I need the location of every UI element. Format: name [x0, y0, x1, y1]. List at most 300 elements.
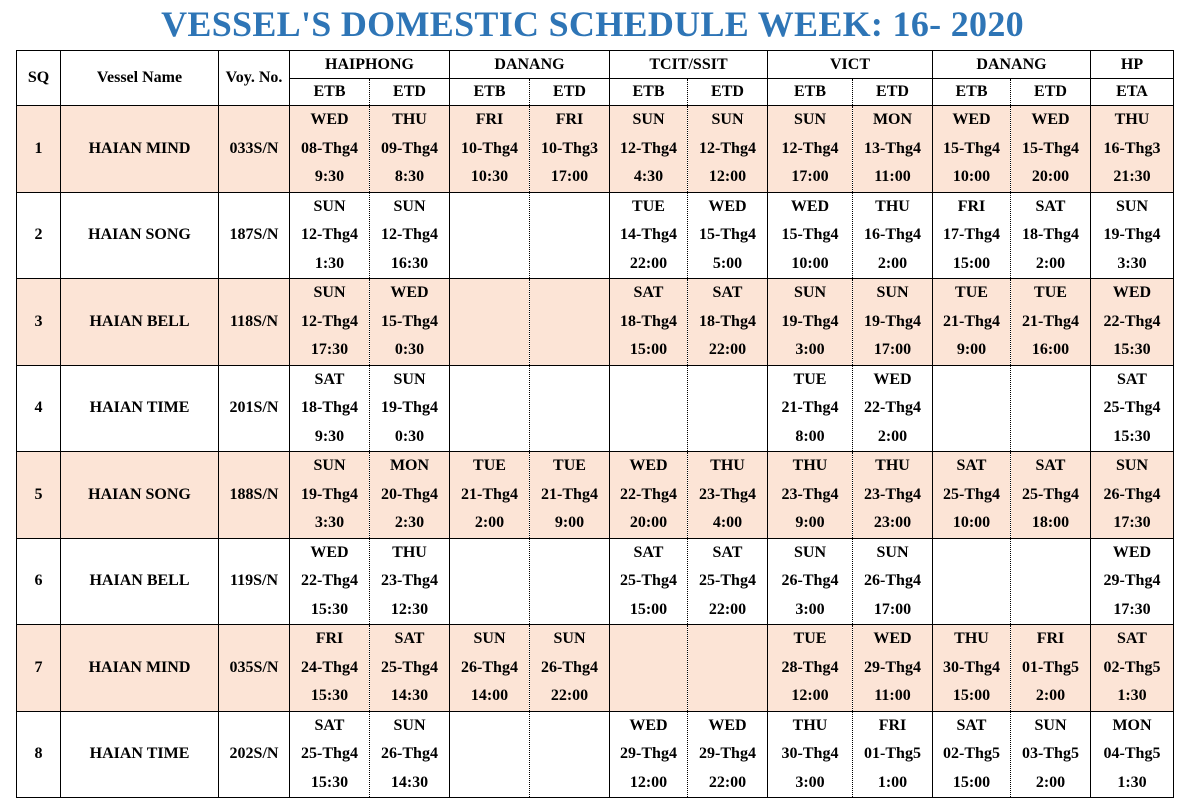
- schedule-day: SUN: [1034, 716, 1067, 734]
- schedule-time: [1011, 596, 1090, 625]
- row-voyage-number: 119S/N: [219, 538, 290, 625]
- schedule-day: [1011, 366, 1090, 395]
- schedule-day: THU: [392, 543, 427, 561]
- schedule-cell: [688, 625, 768, 712]
- schedule-date: 25-Thg4: [943, 485, 1000, 503]
- row-voyage-number: 188S/N: [219, 452, 290, 539]
- schedule-cell: [530, 192, 610, 279]
- schedule-cell: [768, 106, 853, 193]
- schedule-time: 18:00: [1031, 514, 1070, 531]
- schedule-cell: [688, 192, 768, 279]
- schedule-date: 29-Thg4: [699, 745, 756, 762]
- schedule-time: 9:00: [554, 514, 585, 531]
- schedule-time: 17:00: [791, 168, 829, 185]
- row-voyage-number: 118S/N: [219, 279, 290, 366]
- schedule-cell: [370, 711, 450, 798]
- schedule-day: SAT: [1117, 370, 1147, 388]
- table-row: [17, 625, 1174, 712]
- row-vessel-name: HAIAN SONG: [61, 452, 219, 539]
- schedule-cell: [450, 625, 530, 712]
- schedule-cell: [853, 625, 933, 712]
- schedule-date: 02-Thg5: [943, 745, 1000, 762]
- header-etd: ETD: [1011, 79, 1091, 106]
- schedule-date: [933, 567, 1010, 596]
- schedule-time: 15:30: [310, 773, 349, 791]
- schedule-time: 14:30: [390, 687, 429, 704]
- schedule-cell: [450, 365, 530, 452]
- schedule-day: FRI: [315, 630, 344, 647]
- schedule-date: 09-Thg4: [381, 139, 438, 157]
- schedule-cell: [290, 538, 370, 625]
- schedule-date: 25-Thg4: [1022, 485, 1079, 503]
- schedule-time: 2:00: [1035, 254, 1066, 272]
- row-vessel-name: HAIAN MIND: [61, 625, 219, 712]
- schedule-time: 5:00: [712, 254, 743, 272]
- schedule-date: 04-Thg5: [1103, 745, 1161, 762]
- schedule-date: 26-Thg4: [781, 572, 839, 589]
- schedule-cell: [1011, 279, 1091, 366]
- schedule-date: 12-Thg4: [381, 226, 438, 243]
- row-vessel-name: HAIAN BELL: [61, 538, 219, 625]
- table-body: [17, 106, 1174, 798]
- header-port-tcit-ssit: TCIT/SSIT: [610, 51, 768, 79]
- schedule-day: [450, 539, 529, 568]
- schedule-time: 12:00: [629, 773, 668, 791]
- schedule-cell: [450, 279, 530, 366]
- schedule-time: 16:00: [1031, 341, 1070, 358]
- schedule-date: 12-Thg4: [781, 139, 839, 157]
- schedule-day: SAT: [1117, 630, 1147, 647]
- schedule-cell: [1091, 625, 1174, 712]
- schedule-date: 19-Thg4: [781, 312, 839, 330]
- schedule-cell: [768, 538, 853, 625]
- schedule-time: 21:30: [1113, 168, 1151, 185]
- schedule-day: WED: [708, 716, 747, 734]
- schedule-time: 15:30: [310, 687, 349, 704]
- schedule-date: 20-Thg4: [381, 485, 438, 503]
- schedule-date: 22-Thg4: [1103, 312, 1161, 330]
- header-etd: ETD: [853, 79, 933, 106]
- schedule-day: THU: [875, 457, 910, 474]
- schedule-cell: [610, 625, 688, 712]
- schedule-date: 10-Thg3: [541, 139, 598, 157]
- schedule-day: [530, 193, 609, 222]
- schedule-cell: [450, 106, 530, 193]
- schedule-time: 20:00: [629, 514, 668, 531]
- row-sq: 7: [17, 625, 61, 712]
- schedule-date: 12-Thg4: [699, 139, 756, 157]
- schedule-cell: [370, 192, 450, 279]
- schedule-day: WED: [873, 370, 912, 388]
- schedule-date: 19-Thg4: [381, 399, 438, 416]
- schedule-day: THU: [1114, 111, 1150, 128]
- schedule-cell: [933, 538, 1011, 625]
- schedule-cell: [1011, 192, 1091, 279]
- schedule-time: 15:00: [629, 600, 668, 618]
- schedule-day: WED: [629, 716, 668, 734]
- schedule-cell: [1091, 365, 1174, 452]
- schedule-time: 9:30: [314, 427, 345, 445]
- schedule-day: SAT: [314, 370, 345, 388]
- schedule-date: [610, 394, 687, 423]
- schedule-date: 21-Thg4: [541, 485, 598, 503]
- schedule-cell: [933, 365, 1011, 452]
- schedule-date: 30-Thg4: [781, 745, 839, 762]
- schedule-date: 29-Thg4: [620, 745, 677, 762]
- schedule-day: SUN: [793, 543, 826, 561]
- schedule-day: [450, 279, 529, 308]
- schedule-date: 26-Thg4: [461, 658, 518, 676]
- schedule-cell: [290, 625, 370, 712]
- row-sq: 2: [17, 192, 61, 279]
- schedule-time: [933, 596, 1010, 625]
- header-sq: SQ: [17, 51, 61, 106]
- schedule-cell: [1091, 106, 1174, 193]
- schedule-date: [450, 394, 529, 423]
- row-voyage-number: 035S/N: [219, 625, 290, 712]
- schedule-day: WED: [629, 457, 668, 474]
- schedule-day: SAT: [633, 543, 664, 561]
- schedule-day: SUN: [793, 284, 826, 301]
- schedule-cell: [688, 538, 768, 625]
- schedule-date: 25-Thg4: [381, 658, 438, 676]
- schedule-date: 25-Thg4: [1103, 399, 1161, 416]
- schedule-date: 01-Thg5: [864, 745, 921, 762]
- schedule-time: 2:00: [1035, 773, 1066, 791]
- schedule-date: 18-Thg4: [1022, 226, 1079, 243]
- header-eta: ETA: [1091, 79, 1174, 106]
- schedule-date: 14-Thg4: [620, 226, 677, 243]
- schedule-cell: [370, 279, 450, 366]
- schedule-date: [1011, 567, 1090, 596]
- header-port-danang: DANANG: [450, 51, 610, 79]
- schedule-time: [530, 596, 609, 625]
- schedule-date: [610, 654, 687, 683]
- schedule-time: 4:00: [712, 514, 743, 531]
- header-etd: ETD: [530, 79, 610, 106]
- schedule-cell: [290, 711, 370, 798]
- schedule-date: 16-Thg4: [864, 226, 921, 243]
- row-vessel-name: HAIAN SONG: [61, 192, 219, 279]
- schedule-day: WED: [790, 197, 830, 215]
- schedule-cell: [768, 279, 853, 366]
- schedule-time: 10:30: [470, 168, 509, 185]
- schedule-time: 10:00: [952, 168, 991, 185]
- schedule-cell: [688, 711, 768, 798]
- schedule-day: FRI: [475, 111, 504, 128]
- schedule-cell: [933, 106, 1011, 193]
- schedule-time: 15:30: [310, 600, 349, 618]
- schedule-time: 3:30: [1117, 254, 1147, 272]
- schedule-cell: [1091, 279, 1174, 366]
- schedule-time: 1:30: [1117, 773, 1147, 791]
- row-voyage-number: 187S/N: [219, 192, 290, 279]
- schedule-day: SUN: [1115, 457, 1148, 474]
- schedule-time: 16:30: [390, 254, 429, 272]
- schedule-cell: [933, 192, 1011, 279]
- schedule-time: [610, 682, 687, 711]
- schedule-date: 12-Thg4: [620, 139, 677, 157]
- schedule-time: [610, 423, 687, 452]
- schedule-date: 16-Thg3: [1103, 139, 1161, 157]
- schedule-cell: [370, 452, 450, 539]
- schedule-day: WED: [1112, 543, 1152, 561]
- schedule-time: 22:00: [708, 600, 747, 618]
- schedule-time: [450, 336, 529, 365]
- schedule-date: 18-Thg4: [699, 312, 756, 330]
- schedule-time: 23:00: [873, 514, 912, 531]
- schedule-date: 18-Thg4: [620, 312, 677, 330]
- table-row: [17, 106, 1174, 193]
- schedule-cell: [450, 192, 530, 279]
- schedule-date: 21-Thg4: [781, 399, 839, 416]
- schedule-time: 9:00: [956, 341, 987, 358]
- schedule-cell: [290, 365, 370, 452]
- schedule-cell: [853, 106, 933, 193]
- header-etb: ETB: [290, 79, 370, 106]
- schedule-cell: [933, 711, 1011, 798]
- schedule-cell: [1091, 192, 1174, 279]
- schedule-cell: [768, 625, 853, 712]
- schedule-day: [1011, 539, 1090, 568]
- schedule-time: 17:00: [550, 168, 589, 185]
- schedule-time: 9:30: [314, 168, 345, 185]
- schedule-day: SUN: [313, 457, 346, 474]
- schedule-cell: [370, 365, 450, 452]
- schedule-cell: [530, 106, 610, 193]
- schedule-cell: [450, 711, 530, 798]
- schedule-time: 11:00: [874, 687, 911, 704]
- schedule-time: 10:00: [952, 514, 991, 531]
- header-port-danang-return: DANANG: [933, 51, 1091, 79]
- schedule-cell: [610, 192, 688, 279]
- schedule-time: 4:30: [633, 168, 664, 185]
- row-vessel-name: HAIAN MIND: [61, 106, 219, 193]
- schedule-day: [530, 366, 609, 395]
- schedule-day: [530, 279, 609, 308]
- schedule-date: 25-Thg4: [699, 572, 756, 589]
- row-vessel-name: HAIAN TIME: [61, 711, 219, 798]
- schedule-day: WED: [390, 284, 429, 301]
- schedule-cell: [1011, 625, 1091, 712]
- schedule-day: [933, 366, 1010, 395]
- schedule-time: 8:00: [795, 427, 825, 445]
- schedule-cell: [290, 279, 370, 366]
- table-row: [17, 711, 1174, 798]
- schedule-date: 25-Thg4: [620, 572, 677, 589]
- schedule-date: 19-Thg4: [1103, 226, 1161, 243]
- schedule-time: 15:00: [952, 687, 991, 704]
- schedule-time: 1:00: [877, 773, 908, 791]
- schedule-day: [450, 193, 529, 222]
- schedule-day: MON: [1112, 716, 1152, 734]
- schedule-date: 22-Thg4: [620, 485, 677, 503]
- header-vessel-name: Vessel Name: [61, 51, 219, 106]
- schedule-cell: [1091, 452, 1174, 539]
- schedule-day: WED: [873, 630, 912, 647]
- schedule-cell: [768, 192, 853, 279]
- schedule-time: 22:00: [708, 341, 747, 358]
- schedule-date: 15-Thg4: [1022, 139, 1079, 157]
- schedule-date: [450, 308, 529, 337]
- schedule-time: [450, 596, 529, 625]
- schedule-day: SAT: [1035, 197, 1066, 215]
- schedule-date: 18-Thg4: [301, 399, 358, 416]
- schedule-date: 25-Thg4: [301, 745, 358, 762]
- schedule-day: WED: [708, 197, 747, 215]
- schedule-day: SUN: [793, 111, 826, 128]
- schedule-date: 23-Thg4: [864, 485, 921, 503]
- header-port-hp: HP: [1091, 51, 1174, 79]
- schedule-cell: [290, 106, 370, 193]
- schedule-day: THU: [392, 111, 427, 128]
- header-etb: ETB: [610, 79, 688, 106]
- schedule-date: 23-Thg4: [781, 485, 839, 503]
- schedule-date: 03-Thg5: [1022, 745, 1079, 762]
- schedule-time: 15:00: [629, 341, 668, 358]
- schedule-cell: [290, 192, 370, 279]
- schedule-date: 23-Thg4: [381, 572, 438, 589]
- header-etd: ETD: [688, 79, 768, 106]
- schedule-day: MON: [389, 457, 430, 474]
- schedule-cell: [1011, 538, 1091, 625]
- schedule-time: [450, 250, 529, 279]
- schedule-cell: [530, 538, 610, 625]
- schedule-cell: [450, 452, 530, 539]
- schedule-cell: [610, 452, 688, 539]
- schedule-time: 15:30: [1113, 341, 1151, 358]
- schedule-day: [450, 366, 529, 395]
- schedule-time: 22:00: [550, 687, 589, 704]
- schedule-time: 10:00: [791, 254, 829, 272]
- schedule-day: SUN: [473, 630, 506, 647]
- schedule-date: [1011, 394, 1090, 423]
- schedule-cell: [370, 625, 450, 712]
- schedule-date: 24-Thg4: [301, 658, 358, 676]
- schedule-day: [933, 539, 1010, 568]
- schedule-day: THU: [792, 457, 828, 474]
- schedule-date: 21-Thg4: [461, 485, 518, 503]
- schedule-time: 17:00: [873, 600, 912, 618]
- schedule-day: WED: [1112, 284, 1152, 301]
- schedule-time: 1:30: [1117, 687, 1147, 704]
- schedule-day: WED: [310, 111, 349, 128]
- schedule-cell: [688, 279, 768, 366]
- schedule-time: [933, 423, 1010, 452]
- schedule-day: SAT: [314, 716, 345, 734]
- schedule-time: 20:00: [1031, 168, 1070, 185]
- schedule-time: 2:00: [474, 514, 505, 531]
- schedule-time: 15:00: [952, 773, 991, 791]
- schedule-time: 3:30: [314, 514, 345, 531]
- schedule-cell: [853, 365, 933, 452]
- schedule-time: [450, 769, 529, 798]
- schedule-cell: [688, 452, 768, 539]
- schedule-cell: [610, 538, 688, 625]
- schedule-day: TUE: [632, 197, 665, 215]
- schedule-day: THU: [875, 197, 910, 215]
- table-row: [17, 279, 1174, 366]
- schedule-day: SUN: [711, 111, 744, 128]
- schedule-date: [530, 394, 609, 423]
- schedule-date: 19-Thg4: [864, 312, 921, 330]
- schedule-day: SAT: [712, 543, 743, 561]
- schedule-cell: [1011, 711, 1091, 798]
- schedule-time: [1011, 423, 1090, 452]
- schedule-day: SUN: [313, 197, 346, 215]
- schedule-day: SAT: [956, 457, 987, 474]
- schedule-day: SUN: [632, 111, 665, 128]
- table-row: [17, 192, 1174, 279]
- schedule-date: 15-Thg4: [781, 226, 839, 243]
- schedule-date: 12-Thg4: [301, 312, 358, 330]
- schedule-date: [450, 567, 529, 596]
- schedule-cell: [610, 279, 688, 366]
- schedule-date: 02-Thg5: [1103, 658, 1161, 676]
- schedule-time: 8:30: [394, 168, 425, 185]
- schedule-day: SAT: [394, 630, 425, 647]
- schedule-day: SUN: [313, 284, 346, 301]
- row-voyage-number: 201S/N: [219, 365, 290, 452]
- schedule-day: SAT: [633, 284, 664, 301]
- schedule-date: [530, 740, 609, 769]
- row-vessel-name: HAIAN BELL: [61, 279, 219, 366]
- schedule-time: 14:30: [390, 773, 429, 791]
- schedule-date: 13-Thg4: [864, 139, 921, 157]
- table-row: [17, 452, 1174, 539]
- schedule-day: [688, 625, 767, 654]
- schedule-date: 28-Thg4: [781, 658, 839, 676]
- schedule-date: 08-Thg4: [301, 139, 358, 157]
- schedule-time: 22:00: [708, 773, 747, 791]
- header-etb: ETB: [450, 79, 530, 106]
- row-sq: 1: [17, 106, 61, 193]
- schedule-time: 0:30: [394, 341, 425, 358]
- schedule-time: 17:30: [310, 341, 349, 358]
- schedule-day: WED: [952, 111, 991, 128]
- schedule-day: TUE: [553, 457, 586, 474]
- schedule-date: 19-Thg4: [301, 485, 358, 503]
- schedule-day: TUE: [793, 630, 827, 647]
- schedule-day: FRI: [957, 197, 986, 215]
- schedule-date: 01-Thg5: [1022, 658, 1079, 676]
- schedule-time: 2:00: [877, 427, 908, 445]
- row-voyage-number: 033S/N: [219, 106, 290, 193]
- schedule-time: [530, 336, 609, 365]
- schedule-day: [610, 366, 687, 395]
- schedule-date: 10-Thg4: [461, 139, 518, 157]
- schedule-day: TUE: [473, 457, 506, 474]
- header-port-vict: VICT: [768, 51, 933, 79]
- schedule-date: 29-Thg4: [864, 658, 921, 676]
- schedule-date: 21-Thg4: [943, 312, 1000, 330]
- schedule-cell: [933, 625, 1011, 712]
- schedule-date: 23-Thg4: [699, 485, 756, 503]
- schedule-day: THU: [954, 630, 989, 647]
- schedule-cell: [370, 106, 450, 193]
- schedule-time: 14:00: [470, 687, 509, 704]
- schedule-cell: [290, 452, 370, 539]
- schedule-cell: [853, 192, 933, 279]
- schedule-time: 3:00: [795, 600, 825, 618]
- schedule-time: 17:30: [1113, 600, 1151, 618]
- schedule-date: [530, 308, 609, 337]
- schedule-cell: [1091, 711, 1174, 798]
- row-sq: 4: [17, 365, 61, 452]
- schedule-day: WED: [1031, 111, 1070, 128]
- schedule-day: SUN: [553, 630, 586, 647]
- schedule-day: SUN: [876, 284, 909, 301]
